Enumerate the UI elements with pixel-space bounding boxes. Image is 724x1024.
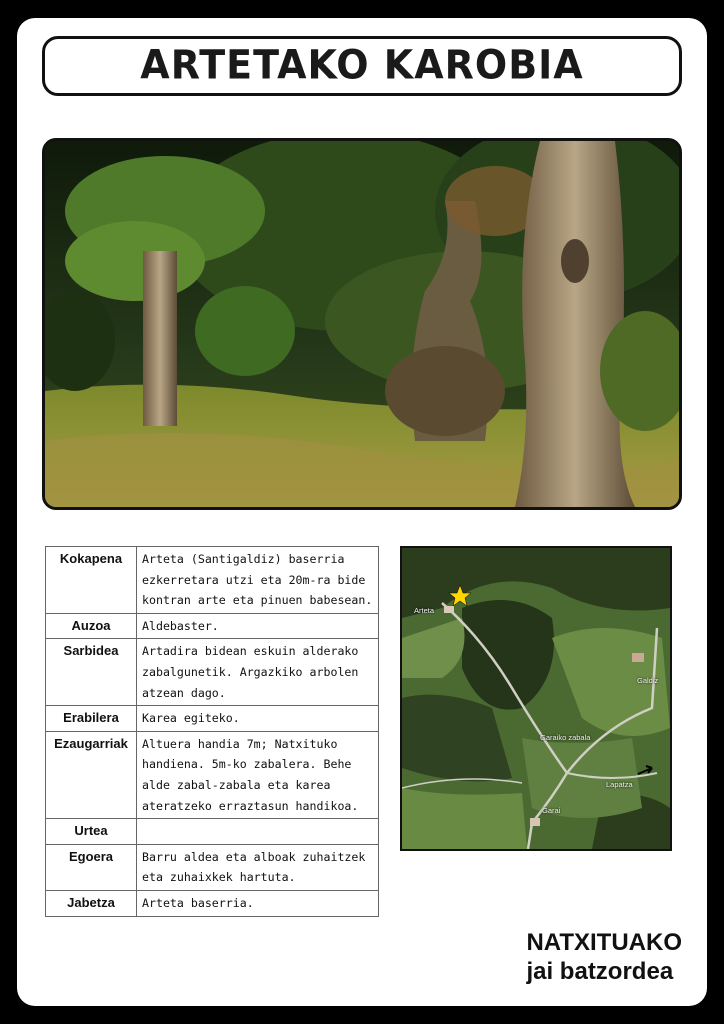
row-key: Ezaugarriak	[46, 731, 137, 818]
forest-illustration	[45, 141, 679, 507]
row-value: Altuera handia 7m; Natxituko handiena. 5m-ko zabalera. Behe alde zabal-zabala eta karea ateratzeko erraztasun handikoa.	[137, 731, 379, 818]
map-label-garai: Garai	[542, 806, 561, 815]
row-value: Aldebaster.	[137, 613, 379, 639]
table-row	[46, 639, 379, 706]
table-row	[46, 819, 379, 845]
row-value: Barru aldea eta alboak zuhaitzek eta zuhaixkek hartuta.	[137, 844, 379, 890]
table-row	[46, 613, 379, 639]
row-key: Urtea	[46, 819, 137, 845]
row-value	[137, 819, 379, 845]
table-row	[46, 844, 379, 890]
table-row	[46, 547, 379, 614]
footer-line1: NATXITUAKO	[526, 929, 682, 956]
row-key: Kokapena	[46, 547, 137, 614]
page-title: ARTETAKO KAROBIA	[140, 41, 584, 89]
row-value: Arteta (Santigaldiz) baserria ezkerretara utzi eta 20m-ra bide kontran arte eta pinuen babesean.	[137, 547, 379, 614]
map-label-arteta: Arteta	[414, 606, 435, 615]
row-key: Egoera	[46, 844, 137, 890]
row-key: Erabilera	[46, 706, 137, 732]
row-value: Karea egiteko.	[137, 706, 379, 732]
aerial-map	[400, 546, 672, 851]
forest-photo	[42, 138, 682, 510]
row-key: Auzoa	[46, 613, 137, 639]
map-label-garaiko-zabala: Garaiko zabala	[540, 733, 591, 742]
info-table	[45, 546, 379, 917]
row-key: Sarbidea	[46, 639, 137, 706]
row-value: Arteta baserria.	[137, 890, 379, 916]
map-illustration	[402, 548, 670, 849]
footer-line2: jai batzordea	[526, 958, 674, 985]
map-label-lapatza: Lapatza	[606, 780, 633, 789]
map-label-galdiz: Galdiz	[637, 676, 659, 685]
row-value: Artadira bidean eskuin alderako zabalgunetik. Argazkiko arbolen atzean dago.	[137, 639, 379, 706]
footer-organization	[526, 928, 682, 986]
title-box	[42, 36, 682, 96]
table-row	[46, 890, 379, 916]
row-key: Jabetza	[46, 890, 137, 916]
table-row	[46, 706, 379, 732]
table-row	[46, 731, 379, 818]
